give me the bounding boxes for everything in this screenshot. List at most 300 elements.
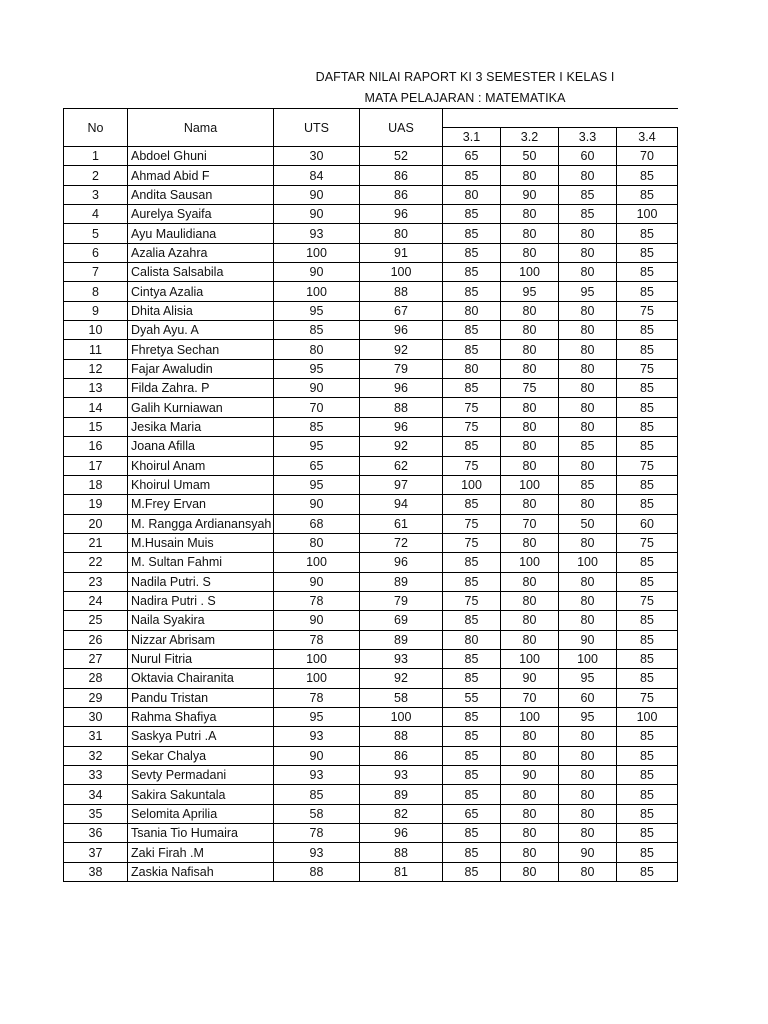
table-row bbox=[64, 398, 678, 417]
cell-kd-3-3: 80 bbox=[559, 746, 617, 765]
cell-no: 20 bbox=[64, 514, 128, 533]
cell-kd-3-4: 85 bbox=[617, 340, 678, 359]
cell-uts: 95 bbox=[274, 437, 360, 456]
cell-kd-3-3: 80 bbox=[559, 263, 617, 282]
cell-no: 29 bbox=[64, 688, 128, 707]
cell-kd-3-2: 80 bbox=[501, 437, 559, 456]
cell-kd-3-2: 80 bbox=[501, 340, 559, 359]
cell-uas: 61 bbox=[360, 514, 443, 533]
cell-kd-3-2: 80 bbox=[501, 746, 559, 765]
cell-kd-3-3: 100 bbox=[559, 649, 617, 668]
cell-kd-3-1: 85 bbox=[443, 205, 501, 224]
cell-kd-3-1: 85 bbox=[443, 766, 501, 785]
cell-nama: M. Sultan Fahmi bbox=[128, 553, 274, 572]
cell-kd-3-3: 60 bbox=[559, 688, 617, 707]
cell-uas: 86 bbox=[360, 166, 443, 185]
cell-uas: 94 bbox=[360, 495, 443, 514]
cell-uas: 52 bbox=[360, 147, 443, 166]
cell-no: 7 bbox=[64, 263, 128, 282]
table-row bbox=[64, 533, 678, 552]
cell-nama: Rahma Shafiya bbox=[128, 707, 274, 726]
cell-no: 10 bbox=[64, 321, 128, 340]
cell-kd-3-2: 100 bbox=[501, 263, 559, 282]
cell-uas: 69 bbox=[360, 611, 443, 630]
cell-kd-3-3: 90 bbox=[559, 843, 617, 862]
cell-nama: Joana Afilla bbox=[128, 437, 274, 456]
table-row bbox=[64, 321, 678, 340]
cell-nama: Aurelya Syaifa bbox=[128, 205, 274, 224]
cell-kd-3-3: 80 bbox=[559, 321, 617, 340]
cell-uts: 85 bbox=[274, 785, 360, 804]
cell-nama: Naila Syakira bbox=[128, 611, 274, 630]
table-row bbox=[64, 669, 678, 688]
header-nama: Nama bbox=[128, 109, 274, 147]
table-row bbox=[64, 688, 678, 707]
cell-no: 25 bbox=[64, 611, 128, 630]
cell-kd-3-4: 85 bbox=[617, 553, 678, 572]
cell-kd-3-1: 85 bbox=[443, 746, 501, 765]
cell-kd-3-3: 85 bbox=[559, 475, 617, 494]
table-row bbox=[64, 379, 678, 398]
cell-uts: 85 bbox=[274, 321, 360, 340]
cell-kd-3-4: 85 bbox=[617, 379, 678, 398]
cell-kd-3-4: 75 bbox=[617, 456, 678, 475]
cell-uts: 100 bbox=[274, 243, 360, 262]
cell-uas: 80 bbox=[360, 224, 443, 243]
table-row bbox=[64, 263, 678, 282]
table-row bbox=[64, 727, 678, 746]
cell-uas: 79 bbox=[360, 359, 443, 378]
cell-kd-3-4: 100 bbox=[617, 707, 678, 726]
cell-kd-3-1: 75 bbox=[443, 456, 501, 475]
cell-kd-3-1: 80 bbox=[443, 630, 501, 649]
cell-kd-3-3: 80 bbox=[559, 785, 617, 804]
cell-nama: Zaki Firah .M bbox=[128, 843, 274, 862]
cell-nama: Pandu Tristan bbox=[128, 688, 274, 707]
cell-uas: 96 bbox=[360, 417, 443, 436]
cell-kd-3-4: 85 bbox=[617, 166, 678, 185]
header-uas: UAS bbox=[360, 109, 443, 147]
cell-uts: 93 bbox=[274, 224, 360, 243]
cell-no: 13 bbox=[64, 379, 128, 398]
cell-uts: 65 bbox=[274, 456, 360, 475]
cell-no: 18 bbox=[64, 475, 128, 494]
cell-kd-3-3: 80 bbox=[559, 862, 617, 881]
cell-kd-3-4: 85 bbox=[617, 669, 678, 688]
cell-no: 9 bbox=[64, 301, 128, 320]
header-kd-group bbox=[443, 109, 678, 128]
cell-kd-3-1: 85 bbox=[443, 495, 501, 514]
cell-kd-3-1: 65 bbox=[443, 147, 501, 166]
cell-kd-3-1: 85 bbox=[443, 282, 501, 301]
cell-uts: 100 bbox=[274, 282, 360, 301]
cell-kd-3-3: 90 bbox=[559, 630, 617, 649]
cell-no: 30 bbox=[64, 707, 128, 726]
cell-kd-3-4: 100 bbox=[617, 205, 678, 224]
cell-uts: 90 bbox=[274, 495, 360, 514]
table-row bbox=[64, 843, 678, 862]
cell-uts: 93 bbox=[274, 727, 360, 746]
cell-uas: 81 bbox=[360, 862, 443, 881]
cell-nama: Azalia Azahra bbox=[128, 243, 274, 262]
header-kd-3-4: 3.4 bbox=[617, 128, 678, 147]
cell-kd-3-3: 80 bbox=[559, 398, 617, 417]
cell-nama: Jesika Maria bbox=[128, 417, 274, 436]
cell-uas: 88 bbox=[360, 282, 443, 301]
cell-kd-3-4: 75 bbox=[617, 533, 678, 552]
header-kd-3-3: 3.3 bbox=[559, 128, 617, 147]
cell-uts: 78 bbox=[274, 688, 360, 707]
cell-kd-3-4: 85 bbox=[617, 572, 678, 591]
cell-kd-3-2: 80 bbox=[501, 727, 559, 746]
table-row bbox=[64, 475, 678, 494]
cell-kd-3-2: 80 bbox=[501, 398, 559, 417]
cell-uas: 100 bbox=[360, 263, 443, 282]
cell-kd-3-2: 80 bbox=[501, 533, 559, 552]
cell-no: 17 bbox=[64, 456, 128, 475]
cell-kd-3-3: 80 bbox=[559, 243, 617, 262]
cell-nama: Filda Zahra. P bbox=[128, 379, 274, 398]
cell-uas: 89 bbox=[360, 785, 443, 804]
cell-kd-3-3: 80 bbox=[559, 301, 617, 320]
cell-uts: 90 bbox=[274, 611, 360, 630]
cell-uas: 67 bbox=[360, 301, 443, 320]
cell-kd-3-4: 75 bbox=[617, 591, 678, 610]
cell-no: 14 bbox=[64, 398, 128, 417]
cell-kd-3-4: 75 bbox=[617, 688, 678, 707]
cell-kd-3-4: 85 bbox=[617, 862, 678, 881]
cell-kd-3-3: 80 bbox=[559, 824, 617, 843]
cell-no: 6 bbox=[64, 243, 128, 262]
grades-table bbox=[63, 108, 678, 882]
table-row bbox=[64, 804, 678, 823]
table-row bbox=[64, 862, 678, 881]
cell-uts: 90 bbox=[274, 379, 360, 398]
cell-no: 5 bbox=[64, 224, 128, 243]
cell-kd-3-1: 75 bbox=[443, 398, 501, 417]
cell-uas: 89 bbox=[360, 572, 443, 591]
cell-kd-3-4: 85 bbox=[617, 804, 678, 823]
table-header bbox=[64, 109, 678, 147]
cell-kd-3-2: 80 bbox=[501, 824, 559, 843]
cell-nama: Nadira Putri . S bbox=[128, 591, 274, 610]
cell-nama: Tsania Tio Humaira bbox=[128, 824, 274, 843]
table-row bbox=[64, 591, 678, 610]
cell-kd-3-4: 70 bbox=[617, 147, 678, 166]
cell-kd-3-2: 80 bbox=[501, 224, 559, 243]
cell-no: 19 bbox=[64, 495, 128, 514]
cell-no: 26 bbox=[64, 630, 128, 649]
cell-kd-3-3: 80 bbox=[559, 166, 617, 185]
cell-kd-3-3: 80 bbox=[559, 804, 617, 823]
cell-kd-3-2: 90 bbox=[501, 669, 559, 688]
cell-uts: 90 bbox=[274, 263, 360, 282]
cell-kd-3-1: 75 bbox=[443, 417, 501, 436]
cell-kd-3-4: 85 bbox=[617, 630, 678, 649]
cell-no: 11 bbox=[64, 340, 128, 359]
cell-kd-3-4: 85 bbox=[617, 785, 678, 804]
cell-kd-3-2: 80 bbox=[501, 243, 559, 262]
cell-nama: Cintya Azalia bbox=[128, 282, 274, 301]
cell-kd-3-2: 90 bbox=[501, 185, 559, 204]
table-row bbox=[64, 553, 678, 572]
cell-uts: 95 bbox=[274, 475, 360, 494]
cell-kd-3-1: 80 bbox=[443, 359, 501, 378]
cell-uts: 80 bbox=[274, 340, 360, 359]
table-row bbox=[64, 611, 678, 630]
table-body bbox=[64, 147, 678, 882]
table-row bbox=[64, 785, 678, 804]
cell-uts: 95 bbox=[274, 301, 360, 320]
cell-uas: 100 bbox=[360, 707, 443, 726]
cell-uas: 96 bbox=[360, 553, 443, 572]
cell-nama: Dyah Ayu. A bbox=[128, 321, 274, 340]
cell-no: 36 bbox=[64, 824, 128, 843]
cell-no: 3 bbox=[64, 185, 128, 204]
cell-no: 27 bbox=[64, 649, 128, 668]
cell-kd-3-4: 85 bbox=[617, 649, 678, 668]
grades-sheet bbox=[63, 108, 678, 882]
cell-kd-3-2: 80 bbox=[501, 321, 559, 340]
cell-kd-3-1: 75 bbox=[443, 533, 501, 552]
cell-kd-3-2: 100 bbox=[501, 475, 559, 494]
cell-kd-3-1: 85 bbox=[443, 321, 501, 340]
cell-kd-3-2: 80 bbox=[501, 301, 559, 320]
cell-kd-3-3: 80 bbox=[559, 359, 617, 378]
cell-kd-3-4: 85 bbox=[617, 243, 678, 262]
cell-nama: Galih Kurniawan bbox=[128, 398, 274, 417]
cell-kd-3-2: 100 bbox=[501, 649, 559, 668]
cell-kd-3-1: 85 bbox=[443, 649, 501, 668]
cell-uas: 72 bbox=[360, 533, 443, 552]
cell-no: 12 bbox=[64, 359, 128, 378]
cell-kd-3-1: 85 bbox=[443, 572, 501, 591]
cell-uts: 100 bbox=[274, 649, 360, 668]
cell-uas: 91 bbox=[360, 243, 443, 262]
cell-kd-3-1: 85 bbox=[443, 263, 501, 282]
cell-uas: 86 bbox=[360, 746, 443, 765]
cell-kd-3-1: 80 bbox=[443, 301, 501, 320]
cell-uts: 78 bbox=[274, 630, 360, 649]
table-row bbox=[64, 456, 678, 475]
table-row bbox=[64, 572, 678, 591]
cell-kd-3-1: 85 bbox=[443, 824, 501, 843]
cell-uas: 88 bbox=[360, 727, 443, 746]
cell-kd-3-2: 80 bbox=[501, 166, 559, 185]
cell-kd-3-3: 80 bbox=[559, 495, 617, 514]
cell-no: 38 bbox=[64, 862, 128, 881]
cell-uas: 82 bbox=[360, 804, 443, 823]
cell-uas: 89 bbox=[360, 630, 443, 649]
cell-uas: 93 bbox=[360, 649, 443, 668]
table-row bbox=[64, 224, 678, 243]
cell-nama: Calista Salsabila bbox=[128, 263, 274, 282]
cell-kd-3-1: 85 bbox=[443, 224, 501, 243]
cell-no: 24 bbox=[64, 591, 128, 610]
cell-kd-3-2: 100 bbox=[501, 553, 559, 572]
cell-kd-3-2: 80 bbox=[501, 456, 559, 475]
header-uts: UTS bbox=[274, 109, 360, 147]
cell-kd-3-3: 80 bbox=[559, 224, 617, 243]
cell-no: 16 bbox=[64, 437, 128, 456]
document-title: DAFTAR NILAI RAPORT KI 3 SEMESTER I KELAS I bbox=[315, 70, 615, 84]
cell-uts: 84 bbox=[274, 166, 360, 185]
cell-uts: 80 bbox=[274, 533, 360, 552]
cell-kd-3-4: 85 bbox=[617, 746, 678, 765]
cell-uas: 88 bbox=[360, 843, 443, 862]
cell-kd-3-4: 85 bbox=[617, 263, 678, 282]
cell-uas: 92 bbox=[360, 669, 443, 688]
cell-kd-3-4: 75 bbox=[617, 359, 678, 378]
cell-kd-3-3: 80 bbox=[559, 417, 617, 436]
cell-kd-3-4: 85 bbox=[617, 185, 678, 204]
cell-no: 37 bbox=[64, 843, 128, 862]
cell-nama: Khoirul Anam bbox=[128, 456, 274, 475]
table-row bbox=[64, 766, 678, 785]
table-row bbox=[64, 707, 678, 726]
cell-kd-3-3: 80 bbox=[559, 456, 617, 475]
cell-nama: Saskya Putri .A bbox=[128, 727, 274, 746]
cell-nama: Sakira Sakuntala bbox=[128, 785, 274, 804]
cell-kd-3-2: 80 bbox=[501, 205, 559, 224]
cell-kd-3-2: 75 bbox=[501, 379, 559, 398]
cell-kd-3-2: 50 bbox=[501, 147, 559, 166]
table-row bbox=[64, 301, 678, 320]
cell-kd-3-2: 80 bbox=[501, 611, 559, 630]
cell-kd-3-3: 80 bbox=[559, 533, 617, 552]
cell-kd-3-2: 90 bbox=[501, 766, 559, 785]
cell-nama: Fhretya Sechan bbox=[128, 340, 274, 359]
cell-kd-3-3: 60 bbox=[559, 147, 617, 166]
table-row bbox=[64, 824, 678, 843]
cell-uts: 58 bbox=[274, 804, 360, 823]
cell-kd-3-2: 80 bbox=[501, 843, 559, 862]
header-no: No bbox=[64, 109, 128, 147]
cell-nama: Selomita Aprilia bbox=[128, 804, 274, 823]
cell-nama: Ahmad Abid F bbox=[128, 166, 274, 185]
table-row bbox=[64, 147, 678, 166]
cell-uas: 86 bbox=[360, 185, 443, 204]
cell-kd-3-2: 70 bbox=[501, 688, 559, 707]
cell-kd-3-1: 80 bbox=[443, 185, 501, 204]
cell-uts: 90 bbox=[274, 185, 360, 204]
header-kd-3-1: 3.1 bbox=[443, 128, 501, 147]
cell-no: 33 bbox=[64, 766, 128, 785]
cell-kd-3-3: 95 bbox=[559, 707, 617, 726]
cell-kd-3-2: 80 bbox=[501, 630, 559, 649]
cell-kd-3-1: 85 bbox=[443, 727, 501, 746]
cell-no: 31 bbox=[64, 727, 128, 746]
cell-uts: 93 bbox=[274, 766, 360, 785]
cell-uts: 68 bbox=[274, 514, 360, 533]
cell-no: 4 bbox=[64, 205, 128, 224]
table-row bbox=[64, 630, 678, 649]
cell-uas: 62 bbox=[360, 456, 443, 475]
cell-kd-3-4: 85 bbox=[617, 766, 678, 785]
cell-kd-3-3: 100 bbox=[559, 553, 617, 572]
cell-kd-3-1: 75 bbox=[443, 591, 501, 610]
cell-uts: 78 bbox=[274, 824, 360, 843]
cell-nama: Sekar Chalya bbox=[128, 746, 274, 765]
table-row bbox=[64, 185, 678, 204]
cell-no: 8 bbox=[64, 282, 128, 301]
cell-kd-3-3: 80 bbox=[559, 572, 617, 591]
cell-nama: Zaskia Nafisah bbox=[128, 862, 274, 881]
cell-kd-3-4: 60 bbox=[617, 514, 678, 533]
cell-no: 32 bbox=[64, 746, 128, 765]
cell-kd-3-3: 80 bbox=[559, 379, 617, 398]
table-row bbox=[64, 417, 678, 436]
cell-nama: Nurul Fitria bbox=[128, 649, 274, 668]
cell-kd-3-4: 85 bbox=[617, 321, 678, 340]
table-row bbox=[64, 746, 678, 765]
cell-no: 35 bbox=[64, 804, 128, 823]
cell-kd-3-4: 85 bbox=[617, 495, 678, 514]
table-row bbox=[64, 205, 678, 224]
cell-uas: 92 bbox=[360, 437, 443, 456]
cell-kd-3-3: 80 bbox=[559, 340, 617, 359]
cell-kd-3-3: 95 bbox=[559, 669, 617, 688]
cell-kd-3-1: 85 bbox=[443, 843, 501, 862]
cell-kd-3-4: 85 bbox=[617, 398, 678, 417]
cell-no: 2 bbox=[64, 166, 128, 185]
cell-kd-3-2: 95 bbox=[501, 282, 559, 301]
cell-kd-3-3: 80 bbox=[559, 766, 617, 785]
cell-uts: 90 bbox=[274, 572, 360, 591]
cell-kd-3-2: 80 bbox=[501, 417, 559, 436]
cell-kd-3-4: 85 bbox=[617, 282, 678, 301]
cell-kd-3-4: 85 bbox=[617, 727, 678, 746]
cell-no: 28 bbox=[64, 669, 128, 688]
cell-kd-3-4: 85 bbox=[617, 611, 678, 630]
cell-kd-3-3: 85 bbox=[559, 437, 617, 456]
cell-uts: 90 bbox=[274, 746, 360, 765]
cell-nama: Fajar Awaludin bbox=[128, 359, 274, 378]
cell-kd-3-2: 80 bbox=[501, 572, 559, 591]
cell-kd-3-3: 80 bbox=[559, 591, 617, 610]
cell-no: 22 bbox=[64, 553, 128, 572]
cell-kd-3-1: 85 bbox=[443, 707, 501, 726]
cell-nama: Ayu Maulidiana bbox=[128, 224, 274, 243]
cell-kd-3-1: 85 bbox=[443, 611, 501, 630]
cell-kd-3-1: 85 bbox=[443, 166, 501, 185]
cell-no: 1 bbox=[64, 147, 128, 166]
cell-kd-3-1: 85 bbox=[443, 379, 501, 398]
cell-uts: 100 bbox=[274, 553, 360, 572]
cell-uas: 96 bbox=[360, 379, 443, 398]
cell-kd-3-1: 55 bbox=[443, 688, 501, 707]
cell-uts: 88 bbox=[274, 862, 360, 881]
cell-no: 23 bbox=[64, 572, 128, 591]
cell-kd-3-1: 85 bbox=[443, 340, 501, 359]
cell-kd-3-1: 85 bbox=[443, 862, 501, 881]
cell-nama: Andita Sausan bbox=[128, 185, 274, 204]
cell-uts: 90 bbox=[274, 205, 360, 224]
cell-kd-3-3: 85 bbox=[559, 205, 617, 224]
cell-kd-3-1: 85 bbox=[443, 553, 501, 572]
cell-kd-3-2: 80 bbox=[501, 862, 559, 881]
table-row bbox=[64, 649, 678, 668]
cell-kd-3-1: 85 bbox=[443, 669, 501, 688]
cell-kd-3-1: 65 bbox=[443, 804, 501, 823]
table-row bbox=[64, 359, 678, 378]
cell-nama: Sevty Permadani bbox=[128, 766, 274, 785]
cell-nama: Nadila Putri. S bbox=[128, 572, 274, 591]
table-row bbox=[64, 495, 678, 514]
cell-kd-3-2: 80 bbox=[501, 591, 559, 610]
cell-kd-3-3: 50 bbox=[559, 514, 617, 533]
cell-kd-3-3: 95 bbox=[559, 282, 617, 301]
